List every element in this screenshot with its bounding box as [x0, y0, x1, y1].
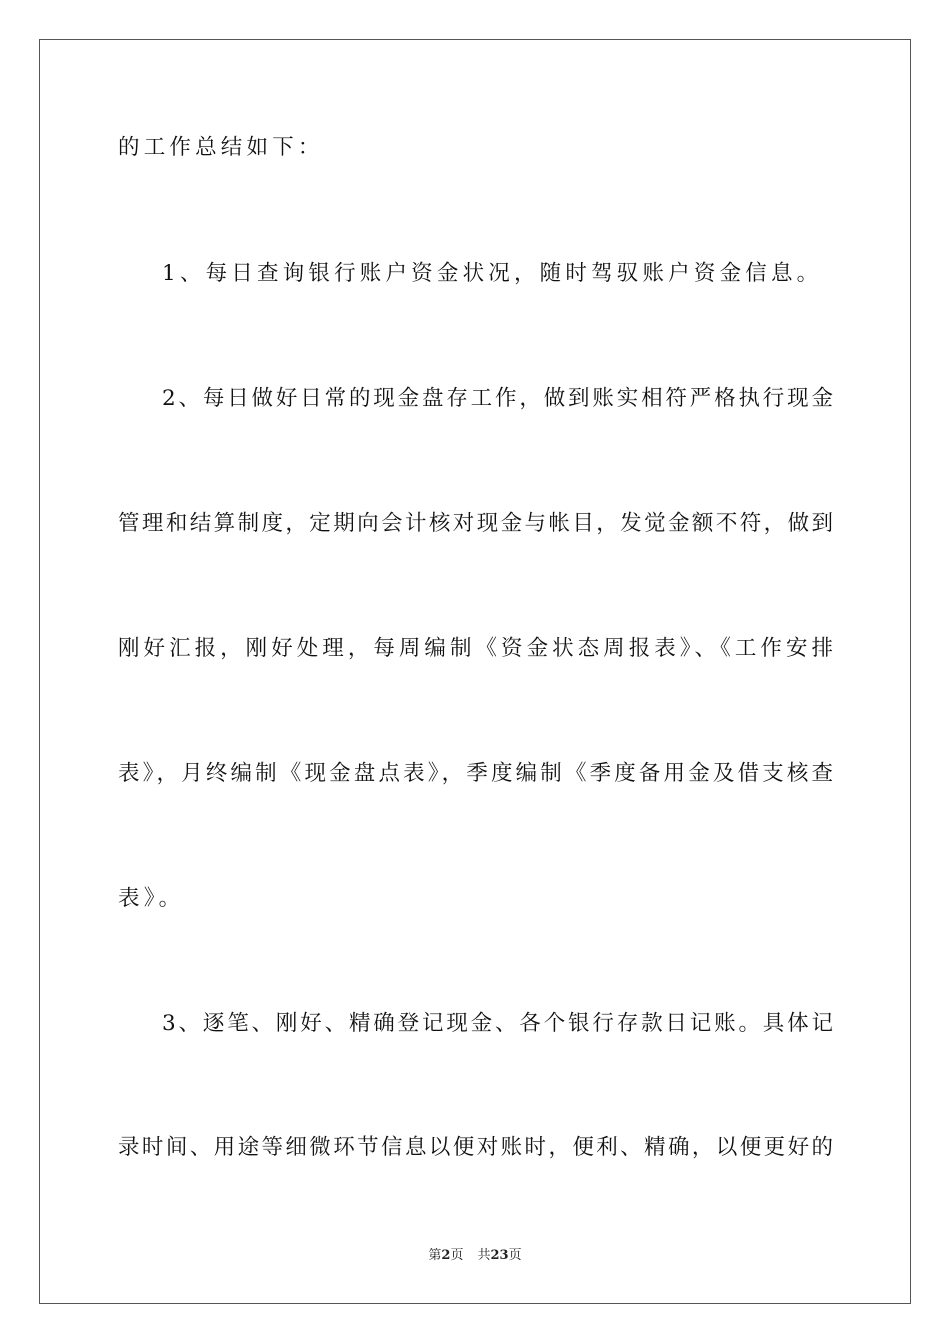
text-line-2: 1、每日查询银行账户资金状况，随时驾驭账户资金信息。 [162, 261, 823, 286]
page-suffix: 页 [450, 1248, 464, 1263]
page-prefix: 第 [428, 1248, 442, 1263]
total-suffix: 页 [508, 1248, 522, 1263]
text-line-7: 表》。 [118, 886, 185, 911]
total-pages: 23 [490, 1248, 509, 1263]
text-line-5: 刚好汇报，刚好处理，每周编制《资金状态周报表》、《工作安排 [118, 636, 833, 661]
text-line-8: 3、逐笔、刚好、精确登记现金、各个银行存款日记账。具体记 [162, 1011, 833, 1036]
text-line-4: 管理和结算制度，定期向会计核对现金与帐目，发觉金额不符，做到 [118, 511, 833, 536]
page-footer [0, 1247, 950, 1265]
text-line-3: 2、每日做好日常的现金盘存工作，做到账实相符严格执行现金 [162, 386, 833, 411]
text-line-6: 表》，月终编制《现金盘点表》，季度编制《季度备用金及借支核查 [118, 761, 833, 786]
text-line-9: 录时间、用途等细微环节信息以便对账时，便利、精确，以便更好的 [118, 1135, 833, 1160]
total-prefix: 共 [477, 1248, 491, 1263]
text-line-1: 的工作总结如下： [118, 135, 324, 160]
page-frame [39, 39, 911, 1304]
page-number: 2 [441, 1248, 451, 1263]
